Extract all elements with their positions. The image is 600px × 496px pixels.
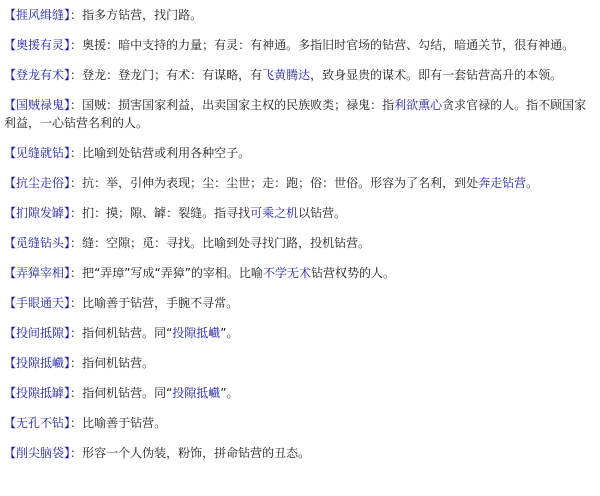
idiom-term-link[interactable] [4, 146, 70, 160]
idiom-term-text: 投隙抵巇 [16, 356, 65, 370]
separator: ： [70, 68, 83, 82]
definition-text: 指伺机钻营。同“ [82, 386, 173, 400]
idiom-term-text: 捱风缉缝 [16, 8, 65, 22]
idiom-entry [4, 36, 596, 54]
idiom-term-text: 手眼通天 [16, 296, 65, 310]
idiom-entry [4, 144, 596, 162]
bracket-open: 【 [4, 236, 17, 250]
idiom-term-link[interactable] [4, 8, 70, 22]
bracket-close: 】 [64, 38, 71, 52]
bracket-open: 【 [4, 8, 17, 22]
idiom-definition [82, 266, 395, 280]
idiom-definition [82, 416, 166, 430]
idiom-term-link[interactable] [4, 296, 70, 310]
bracket-close: 】 [64, 446, 71, 460]
related-idiom-link[interactable]: 投隙抵巇 [172, 386, 221, 400]
definition-text: ，致身显贵的谋术。即有一套钻营高升的本领。 [310, 68, 563, 82]
idiom-term-text: 扪隙发罅 [16, 206, 65, 220]
definition-text: 抗：举，引伸为表现；尘：尘世；走：跑；俗：世俗。形容为了名利，到处 [82, 176, 479, 190]
definition-text: 比喻到处钻营或利用各种空子。 [82, 146, 251, 160]
idiom-term-text: 无孔不钻 [16, 416, 65, 430]
bracket-open: 【 [4, 38, 17, 52]
idiom-definition [82, 146, 250, 160]
idiom-term-link[interactable] [4, 68, 70, 82]
separator: ： [70, 416, 83, 430]
related-idiom-link[interactable]: 利欲熏心 [394, 98, 443, 112]
idiom-term-link[interactable] [4, 266, 70, 280]
definition-text: 。 [526, 176, 539, 190]
bracket-close: 】 [64, 356, 71, 370]
bracket-close: 】 [64, 416, 71, 430]
idiom-term-link[interactable] [4, 176, 70, 190]
bracket-open: 【 [4, 98, 17, 112]
idiom-entry [4, 384, 596, 402]
bracket-close: 】 [64, 176, 71, 190]
idiom-entry [4, 204, 596, 222]
definition-text: 奥援：暗中支持的力量；有灵：有神通。多指旧时官场的钻营、勾结，暗通关节，很有神通。 [82, 38, 575, 52]
related-idiom-link[interactable]: 奔走钻营 [478, 176, 527, 190]
bracket-open: 【 [4, 446, 17, 460]
bracket-close: 】 [64, 236, 71, 250]
idiom-entry [4, 414, 596, 432]
idiom-entry [4, 174, 596, 192]
idiom-term-text: 弄獐宰相 [16, 266, 65, 280]
definition-text: ”。 [220, 326, 239, 340]
related-idiom-link[interactable]: 不学无术 [262, 266, 311, 280]
idiom-term-text: 投隙抵罅 [16, 386, 65, 400]
idiom-definition [82, 38, 574, 52]
idiom-definition [82, 446, 310, 460]
idiom-term-link[interactable] [4, 236, 70, 250]
bracket-open: 【 [4, 356, 17, 370]
separator: ： [70, 98, 83, 112]
bracket-close: 】 [64, 326, 71, 340]
bracket-close: 】 [64, 68, 71, 82]
idiom-term-text: 投间抵隙 [16, 326, 65, 340]
idiom-term-link[interactable] [4, 356, 70, 370]
bracket-open: 【 [4, 146, 17, 160]
definition-text: 比喻善于钻营。 [82, 416, 167, 430]
definition-text: 以钻营。 [298, 206, 347, 220]
definition-text: 钻营权势的人。 [310, 266, 395, 280]
idiom-definition [82, 68, 562, 82]
idiom-definition [82, 326, 238, 340]
idiom-term-text: 见缝就钻 [16, 146, 65, 160]
idiom-entry [4, 354, 596, 372]
bracket-close: 】 [64, 146, 71, 160]
idiom-definition [82, 176, 538, 190]
idiom-term-text: 觅缝钻头 [16, 236, 65, 250]
idiom-definition [82, 386, 238, 400]
bracket-open: 【 [4, 266, 17, 280]
idiom-term-text: 国贼禄鬼 [16, 98, 65, 112]
idiom-term-link[interactable] [4, 416, 70, 430]
idiom-entry [4, 6, 596, 24]
idiom-term-link[interactable] [4, 386, 70, 400]
definition-text: 把“弄璋”写成“弄獐”的宰相。比喻 [82, 266, 263, 280]
separator: ： [70, 8, 83, 22]
related-idiom-link[interactable]: 飞黄腾达 [262, 68, 311, 82]
idiom-definition [82, 356, 154, 370]
idiom-entry [4, 96, 596, 132]
separator: ： [70, 206, 83, 220]
idiom-entry [4, 66, 596, 84]
bracket-close: 】 [64, 98, 71, 112]
definition-text: 指伺机钻营。 [82, 356, 155, 370]
idiom-definition [82, 296, 238, 310]
idiom-definition [4, 98, 586, 130]
idiom-term-text: 奥援有灵 [16, 38, 65, 52]
definition-text: 国贼：损害国家利益，出卖国家主权的民族败类；禄鬼：指 [82, 98, 395, 112]
definition-text: 登龙：登龙门；有术：有谋略，有 [82, 68, 263, 82]
definition-text: 比喻善于钻营，手腕不寻常。 [82, 296, 239, 310]
separator: ： [70, 266, 83, 280]
separator: ： [70, 296, 83, 310]
related-idiom-link[interactable]: 投隙抵巇 [172, 326, 221, 340]
idiom-entry [4, 294, 596, 312]
separator: ： [70, 176, 83, 190]
idiom-entry [4, 324, 596, 342]
separator: ： [70, 386, 83, 400]
idiom-term-link[interactable] [4, 38, 70, 52]
definition-text: 扪：摸；隙、罅：裂缝。指寻找 [82, 206, 251, 220]
related-idiom-link[interactable]: 可乘之机 [250, 206, 299, 220]
idiom-entry [4, 234, 596, 252]
separator: ： [70, 326, 83, 340]
bracket-close: 】 [64, 296, 71, 310]
definition-text: 指多方钻营，找门路。 [82, 8, 203, 22]
definition-text: 指伺机钻营。同“ [82, 326, 173, 340]
separator: ： [70, 236, 83, 250]
definition-text: 缝：空隙；觅：寻找。比喻到处寻找门路，投机钻营。 [82, 236, 371, 250]
idiom-definition [82, 8, 202, 22]
bracket-open: 【 [4, 386, 17, 400]
idiom-term-text: 削尖脑袋 [16, 446, 65, 460]
idiom-definition [82, 236, 370, 250]
bracket-open: 【 [4, 68, 17, 82]
definition-text: ”。 [220, 386, 239, 400]
idiom-definition [82, 206, 346, 220]
definition-text: 形容一个人伪装，粉饰，拼命钻营的丑态。 [82, 446, 311, 460]
idiom-term-link[interactable] [4, 446, 70, 460]
bracket-close: 】 [64, 8, 71, 22]
separator: ： [70, 38, 83, 52]
bracket-close: 】 [64, 206, 71, 220]
idiom-list [4, 6, 596, 474]
bracket-open: 【 [4, 416, 17, 430]
bracket-open: 【 [4, 206, 17, 220]
separator: ： [70, 446, 83, 460]
idiom-term-text: 登龙有术 [16, 68, 65, 82]
idiom-entry [4, 264, 596, 282]
separator: ： [70, 356, 83, 370]
idiom-term-link[interactable] [4, 326, 70, 340]
bracket-open: 【 [4, 176, 17, 190]
idiom-term-link[interactable] [4, 98, 70, 112]
bracket-close: 】 [64, 266, 71, 280]
definition-text: 贪求官禄的人。指不顾国家利益，一心钻营名利的人。 [4, 98, 587, 130]
bracket-open: 【 [4, 326, 17, 340]
idiom-entry [4, 444, 596, 462]
idiom-term-text: 抗尘走俗 [16, 176, 65, 190]
bracket-close: 】 [64, 386, 71, 400]
bracket-open: 【 [4, 296, 17, 310]
idiom-term-link[interactable] [4, 206, 70, 220]
separator: ： [70, 146, 83, 160]
